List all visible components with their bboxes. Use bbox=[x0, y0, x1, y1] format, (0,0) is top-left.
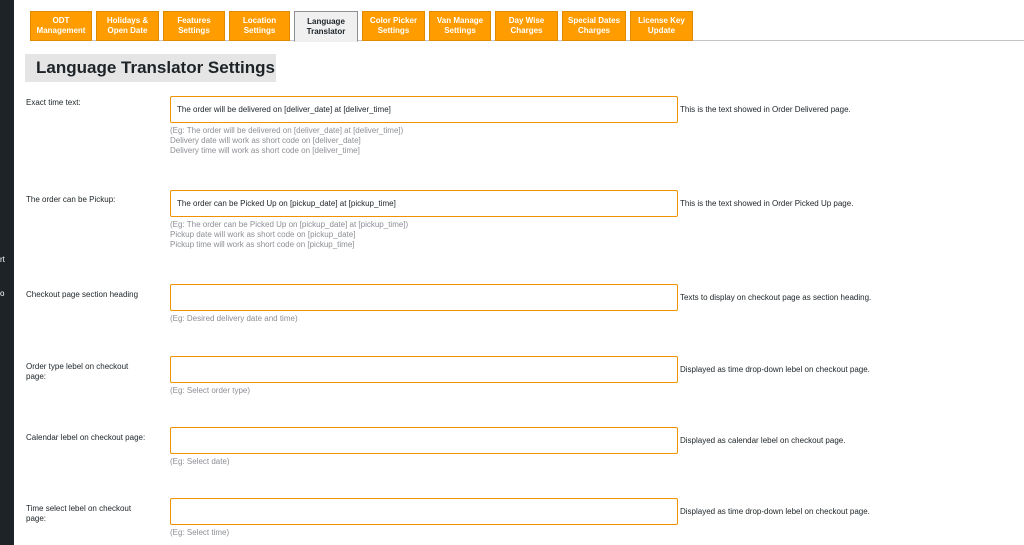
tab-day-wise-charges[interactable]: Day Wise Charges bbox=[495, 11, 558, 41]
setting-description: Displayed as calendar lebel on checkout page. bbox=[680, 436, 846, 445]
hint-line: (Eg: Desired delivery date and time) bbox=[170, 314, 298, 323]
sidebar-menu-fragment[interactable]: rt bbox=[0, 255, 5, 264]
tab-holidays-open-date[interactable]: Holidays & Open Date bbox=[96, 11, 159, 41]
hint-line: Pickup time will work as short code on [pickup_time] bbox=[170, 240, 355, 249]
tab-location-settings[interactable]: Location Settings bbox=[229, 11, 290, 41]
tab-features-settings[interactable]: Features Settings bbox=[163, 11, 225, 41]
setting-label: The order can be Pickup: bbox=[26, 195, 116, 204]
tab-license-key-update[interactable]: License Key Update bbox=[630, 11, 693, 41]
tab-color-picker-settings[interactable]: Color Picker Settings bbox=[362, 11, 425, 41]
setting-label: Time select lebel on checkout page: bbox=[26, 504, 132, 523]
tab-van-manage-settings[interactable]: Van Manage Settings bbox=[429, 11, 491, 41]
settings-tabs bbox=[30, 11, 697, 41]
setting-description: This is the text showed in Order Picked Up page. bbox=[680, 199, 854, 208]
admin-sidebar bbox=[0, 0, 14, 545]
setting-hint bbox=[170, 220, 408, 250]
setting-hint bbox=[170, 528, 229, 538]
exact-time-text-input[interactable] bbox=[170, 96, 678, 123]
setting-description: Displayed as time drop-down lebel on checkout page. bbox=[680, 365, 870, 374]
setting-label: Checkout page section heading bbox=[26, 290, 139, 299]
hint-line: Pickup date will work as short code on [pickup_date] bbox=[170, 230, 356, 239]
tab-special-dates-charges[interactable]: Special Dates Charges bbox=[562, 11, 626, 41]
hint-line: (Eg: Select time) bbox=[170, 528, 230, 537]
hint-line: (Eg: The order can be Picked Up on [pickup_date] at [pickup_time]) bbox=[170, 220, 409, 229]
hint-line: (Eg: Select order type) bbox=[170, 386, 251, 395]
order-type-label-input[interactable] bbox=[170, 356, 678, 383]
hint-line: Delivery time will work as short code on [deliver_time] bbox=[170, 146, 360, 155]
setting-label: Order type lebel on checkout page: bbox=[26, 362, 129, 381]
page-title: Language Translator Settings bbox=[25, 54, 276, 82]
time-select-label-input[interactable] bbox=[170, 498, 678, 525]
setting-description: Displayed as time drop-down lebel on checkout page. bbox=[680, 507, 870, 516]
hint-line: (Eg: Select date) bbox=[170, 457, 230, 466]
setting-hint bbox=[170, 126, 403, 156]
setting-description: Texts to display on checkout page as section heading. bbox=[680, 293, 872, 302]
order-pickup-text-input[interactable] bbox=[170, 190, 678, 217]
setting-hint bbox=[170, 314, 298, 324]
setting-label: Calendar lebel on checkout page: bbox=[26, 433, 146, 442]
hint-line: (Eg: The order will be delivered on [deliver_date] at [deliver_time]) bbox=[170, 126, 404, 135]
sidebar-menu-fragment[interactable]: o bbox=[0, 289, 5, 298]
setting-hint bbox=[170, 386, 250, 396]
checkout-section-heading-input[interactable] bbox=[170, 284, 678, 311]
tab-odt-management[interactable]: ODT Management bbox=[30, 11, 92, 41]
hint-line: Delivery date will work as short code on [deliver_date] bbox=[170, 136, 361, 145]
main-content bbox=[14, 0, 1024, 545]
calendar-label-input[interactable] bbox=[170, 427, 678, 454]
setting-description: This is the text showed in Order Delivered page. bbox=[680, 105, 851, 114]
setting-hint bbox=[170, 457, 230, 467]
setting-label: Exact time text: bbox=[26, 98, 81, 107]
tab-language-translator[interactable]: Language Translator bbox=[294, 11, 358, 42]
